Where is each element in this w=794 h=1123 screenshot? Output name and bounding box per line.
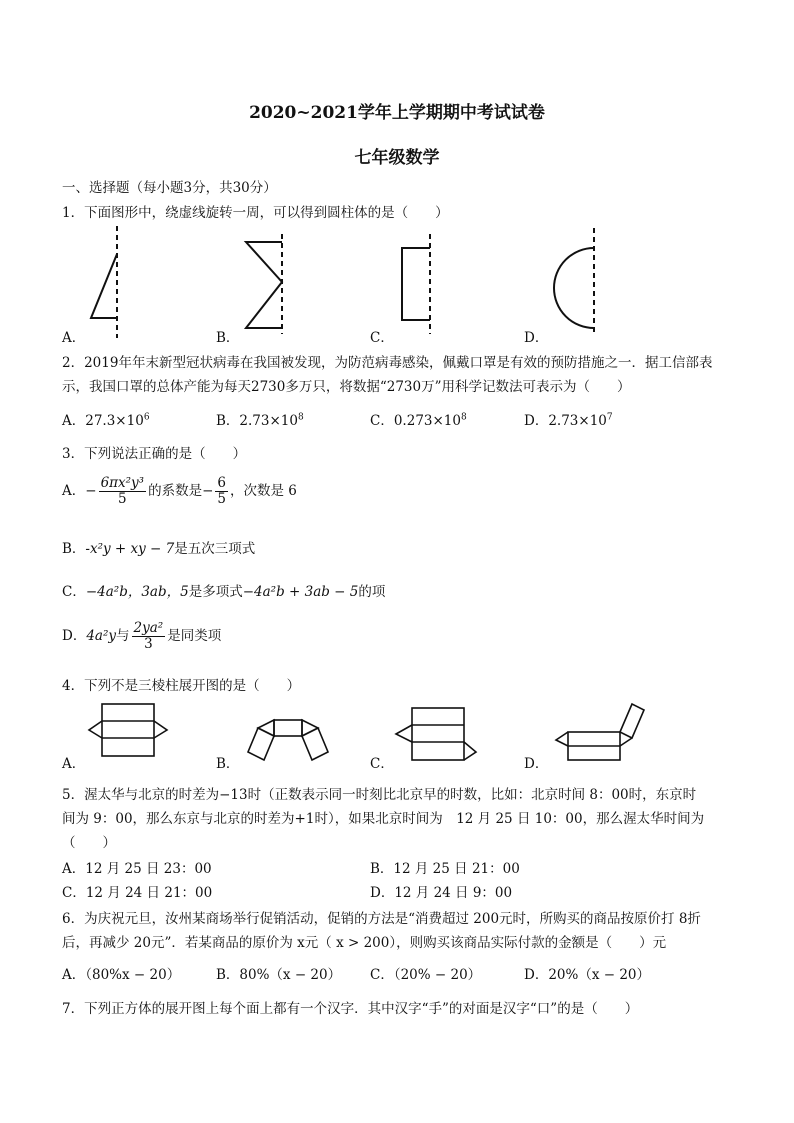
q5-option-b: B．12 月 25 日 21：00	[370, 861, 520, 877]
section-heading: 一、选择题（每小题3分，共30分）	[62, 180, 277, 196]
q2-option-a: A．$27.3\times 10^6$	[62, 412, 150, 429]
q6-option-a: A．（80%x − 20）	[62, 967, 181, 983]
q3-option-d: D．4a²y与 $\frac{\text{2ya²}}{3}$ 是同类项	[62, 620, 222, 652]
q2-line-1: 2．2019年年末新型冠状病毒在我国被发现，为防范病毒感染，佩戴口罩是有效的预防措施之一．据工信部表	[62, 355, 713, 371]
q5-option-c: C．12 月 24 日 21：00	[62, 885, 213, 901]
q2-option-d: D．$2.73\times 10^7$	[524, 412, 613, 429]
q1-figure-c	[394, 232, 438, 336]
q4-figure-d	[548, 700, 660, 766]
q4-label-a: A．	[62, 756, 86, 772]
q6-line-1: 6．为庆祝元旦，汝州某商场举行促销活动，促销的方法是“消费超过 200元时，所购买的商品按原价打 8折	[62, 911, 701, 927]
q5-line-2: 间为 9：00，那么东京与北京的时差为+1时），如果北京时间为 12 月 25 日 10：00，那么渥太华时间为	[62, 811, 705, 827]
q1-figure-a	[85, 224, 125, 342]
q2-option-c: C．$0.273\times 10^8$	[370, 412, 467, 429]
q7-stem: 7．下列正方体的展开图上每个面上都有一个汉字．其中汉字“手”的对面是汉字“口”的是（ ）	[62, 1001, 639, 1017]
q3-stem: 3．下列说法正确的是（ ）	[62, 446, 247, 462]
q4-figure-b	[238, 706, 338, 764]
q4-label-b: B．	[216, 756, 240, 772]
q3-option-b: B．-x²y + xy − 7是五次三项式	[62, 541, 256, 557]
q4-label-c: C．	[370, 756, 394, 772]
q5-option-a: A．12 月 25 日 23：00	[62, 861, 212, 877]
q4-figure-a	[86, 700, 170, 762]
q2-option-b: B．$2.73\times 10^8$	[216, 412, 304, 429]
q2-line-2: 示，我国口罩的总体产能为每天2730多万只，将数据“2730万”用科学记数法可表示为（ ）	[62, 379, 631, 395]
q4-figure-c	[392, 704, 478, 766]
q6-option-b: B．80%（x − 20）	[216, 967, 342, 983]
q6-line-2: 后，再减少 20元”．若某商品的原价为 x元（ x > 200），则购买该商品实际付款的金额是（ ）元	[62, 935, 667, 951]
q1-label-c: C．	[370, 330, 394, 346]
q1-label-d: D．	[524, 330, 549, 346]
q4-label-d: D．	[524, 756, 549, 772]
q1-figure-b	[240, 232, 290, 336]
q1-label-b: B．	[216, 330, 240, 346]
q6-option-d: D．20%（x − 20）	[524, 967, 651, 983]
q4-stem: 4．下列不是三棱柱展开图的是（ ）	[62, 678, 301, 694]
q3-option-a: A．− $\frac{\text{6πx²y³}}{5}$ 的系数是− $\frac{6}{5}$ ，次数是 6	[62, 475, 297, 507]
exam-title: 2020~2021学年上学期期中考试试卷	[249, 103, 545, 123]
q1-label-a: A．	[62, 330, 86, 346]
q5-option-d: D．12 月 24 日 9：00	[370, 885, 513, 901]
q1-stem: 1．下面图形中，绕虚线旋转一周，可以得到圆柱体的是（ ）	[62, 205, 449, 221]
q3-option-c: C．−4a²b，3ab，5是多项式−4a²b + 3ab − 5的项	[62, 584, 386, 600]
q5-line-3: （ ）	[62, 835, 116, 851]
exam-subtitle: 七年级数学	[354, 148, 440, 168]
q6-option-c: C．（20% − 20）	[370, 967, 482, 983]
q5-line-1: 5．渥太华与北京的时差为−13时（正数表示同一时刻比北京早的时数，比如：北京时间 8：00时，东京时	[62, 787, 697, 803]
q1-figure-d	[550, 226, 600, 338]
